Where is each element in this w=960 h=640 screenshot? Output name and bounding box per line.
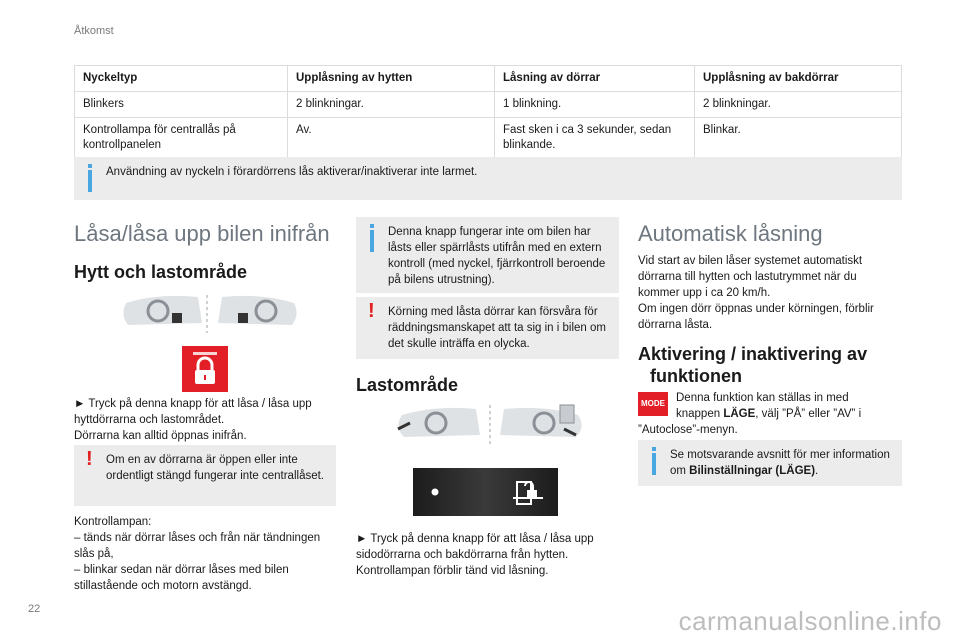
page-number: 22 [28,603,41,615]
warning-icon: ! [86,448,93,470]
cargo-doors-illustration [392,403,588,445]
subheading-activation: Aktivering / inaktivering av funktionen [638,344,868,386]
info-icon [86,164,94,192]
table-header: Upplåsning av hytten [288,66,495,92]
table-cell: 2 blinkningar. [695,92,902,118]
note-text: Se motsvarande avsnitt för mer information om Bilinställningar (LÄGE). [670,449,890,477]
subheading-cargo: Lastområde [356,375,459,395]
info-note-alarm [74,157,902,200]
table-row [75,92,902,118]
note-text: Denna knapp fungerar inte om bilen har låsts eller spärrlåsts utifrån med en extern kontroll (med nyckel, fjärrkontroll beroende på bilens utrustning). [388,226,606,286]
section-heading-lock-inside: Låsa/låsa upp bilen inifrån [74,221,330,246]
note-text: Körning med låsta dörrar kan försvåra för räddningsmanskapet att ta sig in i bilen om det skulle inträffa en olycka. [388,306,606,350]
warning-note-door-open [74,445,336,506]
table-cell: 2 blinkningar. [288,92,495,118]
cargo-instructions: ► Tryck på denna knapp för att låsa / låsa upp sidodörrarna och bakdörrarna från hytten. Kontrollampan förblir tänd vid låsning. [356,533,594,577]
info-icon [368,224,376,252]
warning-note-locked-driving [356,297,619,359]
watermark: carmanualsonline.info [678,606,942,636]
table-cell: Kontrollampa för centrallås på kontrollpanelen [75,118,288,159]
table-row [75,118,902,159]
warning-icon: ! [368,300,375,322]
table-cell: Blinkers [75,92,288,118]
note-text: Användning av nyckeln i förardörrens lås aktiverar/inaktiverar inte larmet. [106,166,478,178]
table-cell: 1 blinkning. [495,92,695,118]
table-cell: Blinkar. [695,118,902,159]
running-head: Åtkomst [74,25,114,37]
table-header: Upplåsning av bakdörrar [695,66,902,92]
door-buttons-illustration [118,293,302,333]
mode-button-icon: MODE [638,392,668,416]
info-icon [650,447,658,475]
subheading-cab-cargo: Hytt och lastområde [74,262,248,282]
lamp-description: Kontrollampan: – tänds när dörrar låses och från när tändningen slås på, – blinkar sedan när dörrar låses med bilen stillastående och motorn avstängd. [74,516,321,592]
section-heading-auto-lock: Automatisk låsning [638,221,823,246]
central-lock-button-icon [182,346,228,392]
note-text: Om en av dörrarna är öppen eller inte ordentligt stängd fungerar inte centrallåset. [106,454,324,482]
cargo-lock-button-icon [413,468,558,516]
table-header: Låsning av dörrar [495,66,695,92]
info-note-settings [638,440,902,486]
table-header: Nyckeltyp [75,66,288,92]
table-cell: Fast sken i ca 3 sekunder, sedan blinkande. [495,118,695,159]
table-header-row [75,66,902,92]
key-table [74,65,902,159]
cab-instructions: ► Tryck på denna knapp för att låsa / låsa upp hyttdörrarna och lastområdet. Dörrarna kan alltid öppnas inifrån. [74,398,312,442]
auto-lock-description: Vid start av bilen låser systemet automatiskt dörrarna till hytten och lastutrymmet när du kommer upp i ca 20 km/h. Om ingen dörr öppnas under körningen, förblir dörrarna låsta. [638,255,874,331]
table-cell: Av. [288,118,495,159]
mode-instructions: MODE Denna funktion kan ställas in med knappen LÄGE, välj ”PÅ” eller ”AV” i ”Autoclose”-menyn. [638,392,862,436]
info-note-external-lock [356,217,619,293]
